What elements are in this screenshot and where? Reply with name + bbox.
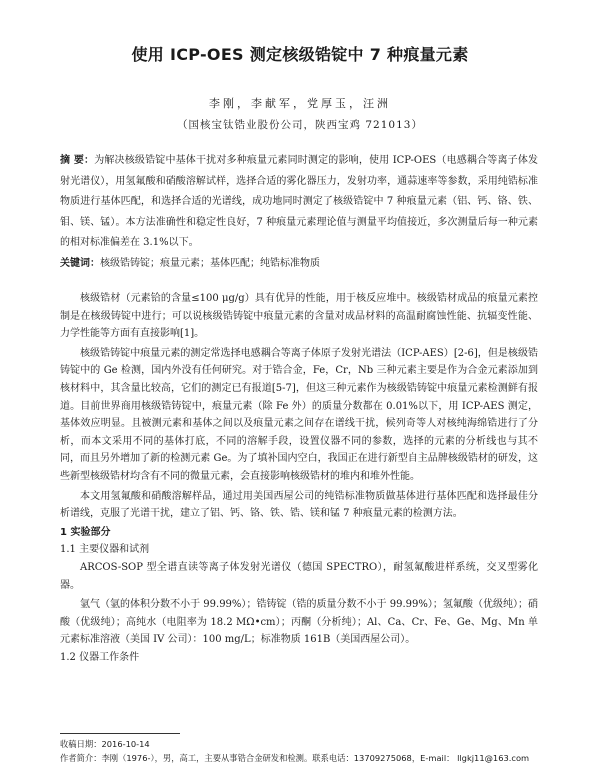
keywords-label: 关键词： — [60, 258, 100, 269]
affiliation: （国核宝钛锆业股份公司，陕西宝鸡 721013） — [177, 119, 423, 131]
author-list: 李刚，李献军，党厚玉，汪洲 — [209, 97, 391, 110]
abstract-text: 为解决核级锆锭中基体干扰对多种痕量元素同时测定的影响，使用 ICP-OES（电感耦合等离子体发射光谱仪），用氢氟酸和硝酸溶解试样，选择合适的雾化器压力，发射功率，通蒜速率等参数，采用纯锆标准物质进行基体匹配，和选择合适的光谱线，成功地同时测定了核级锆锭中 7 种痕量元素（铝、钙、铬、铁、钼、镁、锰）。本方法准确性和稳定性良好，7 种痕量元素理论值与测量平均值接近，多次测量后每一种元素的相对标准偏差在 3.1%以下。 — [60, 155, 538, 249]
paragraph: 核级锆材（元素铪的含量≤100 μg/g）具有优异的性能，用于核反应堆中。核级锆材成品的痕量元素控制是在核级铸锭中进行；可以说核级锆铸锭中痕量元素的含量对成品材料的高温耐腐蚀性能、抗辐变性能、力学性能等方面有直接影响[1]。 — [60, 293, 538, 340]
keywords — [60, 255, 538, 273]
subsection-heading: 1.1 主要仪器和试剂 — [60, 544, 150, 556]
author-bio: 作者简介：李刚（1976-），男，高工，主要从事锆合金研发和检测。联系电话：13709275068，E-mail： llgkj11@163.com — [60, 753, 530, 763]
subsection-heading: 1.2 仪器工作条件 — [60, 651, 140, 663]
paper-title: 使用 ICP-OES 测定核级锆锭中 7 种痕量元素 — [131, 45, 469, 64]
footnote-divider — [60, 733, 180, 734]
body-text — [60, 290, 538, 666]
abstract — [60, 151, 538, 254]
paragraph: 核级锆铸锭中痕量元素的测定常选择电感耦合等离子体原子发射光谱法（ICP-AES）[2-6]，但是核级锆铸锭中的 Ge 检测，国内外没有任何研究。对于锆合金，Fe，Cr，Nb 三种元素主要是作为合金元素添加到核材料中，其含量比较高，它们的测定已有报道[5-7]，但这三种元素作为核级锆铸锭中痕量元素检测鲜有报道。目前世界商用核级锆铸锭中，痕量元素（除 Fe 外）的质量分数都在 0.01%以下，用 ICP-AES 测定，基体效应明显。且被测元素和基体之间以及痕量元素之间存在谱线干扰，候列奇等人对核纯海绵锆进行了分析，而本文采用不同的基体打底，不同的溶解手段，设置仪器不同的参数，选择的元素的分析线也与其不同，而且另外增加了新的检测元素 Ge。为了填补国内空白，我国正在进行新型自主品牌核级锆材的研发，这些新型核级锆材均含有不同的微量元素，会直接影响核级锆材的堆内和堆外性能。 — [60, 347, 538, 482]
paragraph: ARCOS-SOP 型全谱直读等离子体发射光谱仪（德国 SPECTRO），耐氢氟酸进样系统，交叉型雾化器。 — [60, 561, 538, 591]
abstract-label: 摘 要： — [60, 155, 95, 166]
section-heading: 1 实验部分 — [60, 526, 111, 538]
received-date: 收稿日期：2016-10-14 — [60, 739, 150, 749]
footnotes — [60, 737, 550, 765]
paragraph: 本文用氢氟酸和硝酸溶解样品，通过用美国西屋公司的纯锆标准物质做基体进行基体匹配和选择最佳分析谱线，克服了光谱干扰，建立了铝、钙、铬、铁、锆、镁和锰 7 种痕量元素的检测方法。 — [60, 490, 538, 520]
paragraph: 氩气（氩的体积分数不小于 99.99%）；锆铸锭（锆的质量分数不小于 99.99%）；氢氟酸（优级纯）；硝酸（优级纯）；高纯水（电阻率为 18.2 MΩ•cm）；丙酮（分析纯）；Al、Ca、Cr、Fe、Ge、Mg、Mn 单元素标准溶液（美国 IV 公司）：100 mg/L；标准物质 161B（美国西屋公司）。 — [60, 599, 538, 646]
keywords-text: 核级锆铸锭；痕量元素；基体匹配；纯锆标准物质 — [100, 258, 320, 269]
